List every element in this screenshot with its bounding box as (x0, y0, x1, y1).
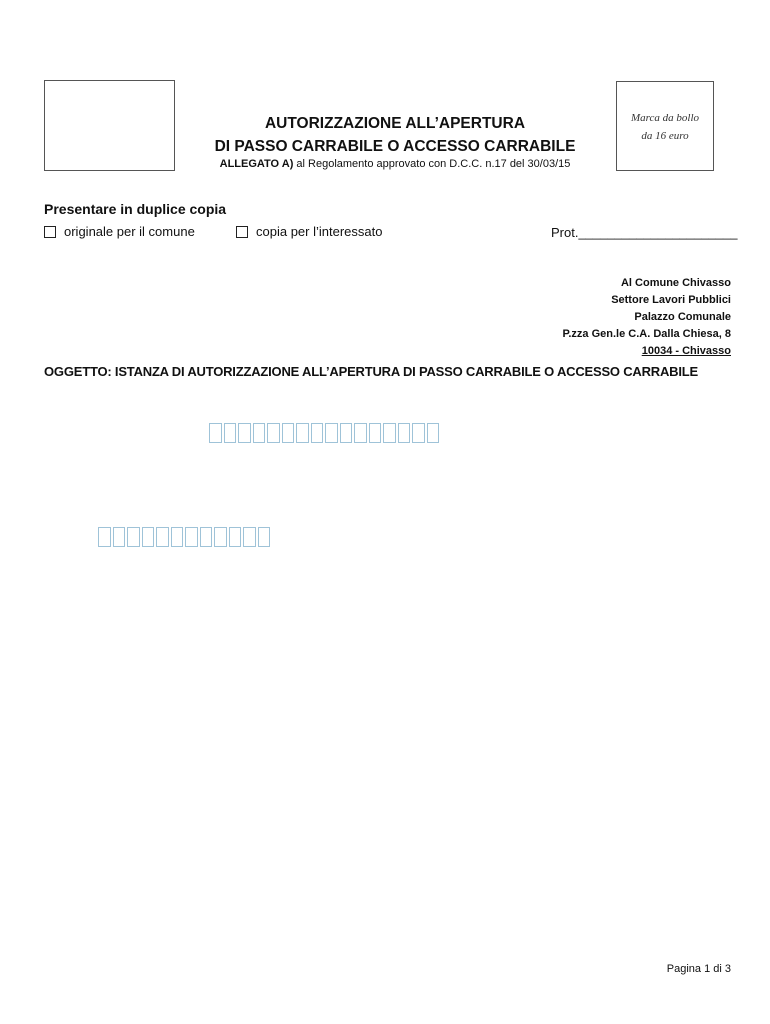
input-cell[interactable] (238, 423, 251, 443)
input-cell[interactable] (113, 527, 126, 547)
input-cell[interactable] (383, 423, 396, 443)
input-cell[interactable] (253, 423, 266, 443)
input-cell[interactable] (427, 423, 440, 443)
input-cell[interactable] (200, 527, 213, 547)
input-cell[interactable] (156, 527, 169, 547)
input-cell[interactable] (267, 423, 280, 443)
page-number: Pagina 1 di 3 (666, 963, 731, 975)
input-cell[interactable] (224, 423, 237, 443)
document-title-line1: AUTORIZZAZIONE ALL’APERTURA (264, 115, 526, 132)
input-cell[interactable] (209, 423, 222, 443)
input-cell[interactable] (98, 527, 111, 547)
input-cell[interactable] (127, 527, 140, 547)
recipient-line4: P.zza Gen.le C.A. Dalla Chiesa, 8 (562, 328, 731, 340)
stamp-label-line1: Marca da bollo (630, 112, 700, 124)
checkbox-original[interactable] (44, 226, 56, 238)
input-cell[interactable] (354, 423, 367, 443)
recipient-line5: 10034 - Chivasso (641, 345, 731, 357)
input-cell[interactable] (185, 527, 198, 547)
allegato-text: al Regolamento approvato con D.C.C. n.17 del 30/03/15 (293, 158, 571, 170)
allegato-label: ALLEGATO A) (219, 158, 294, 170)
recipient-line1: Al Comune Chivasso (620, 277, 731, 289)
revenue-stamp-box (616, 81, 714, 171)
option-copy[interactable] (236, 224, 382, 239)
option-original[interactable] (44, 224, 195, 239)
input-cell[interactable] (296, 423, 309, 443)
protocol-field[interactable]: Prot.______________________ (551, 225, 738, 240)
input-cell[interactable] (229, 527, 242, 547)
vat-number-input-cells[interactable] (98, 527, 272, 547)
copies-heading: Presentare in duplice copia (44, 201, 227, 217)
input-cell[interactable] (340, 423, 353, 443)
checkbox-copy[interactable] (236, 226, 248, 238)
input-cell[interactable] (369, 423, 382, 443)
input-cell[interactable] (171, 527, 184, 547)
input-cell[interactable] (311, 423, 324, 443)
input-cell[interactable] (398, 423, 411, 443)
recipient-line2: Settore Lavori Pubblici (611, 294, 731, 306)
document-title-line2: DI PASSO CARRABILE O ACCESSO CARRABILE (214, 138, 576, 155)
stamp-label-line2: da 16 euro (641, 130, 689, 142)
recipient-address (562, 275, 731, 360)
option-copy-label: copia per l’interessato (256, 224, 383, 239)
input-cell[interactable] (325, 423, 338, 443)
input-cell[interactable] (243, 527, 256, 547)
input-cell[interactable] (142, 527, 155, 547)
fiscal-code-input-cells[interactable] (209, 423, 441, 443)
logo-placeholder-box (44, 80, 175, 171)
subject-line: OGGETTO: ISTANZA DI AUTORIZZAZIONE ALL’APERTURA DI PASSO CARRABILE O ACCESSO CARRABILE (44, 364, 698, 379)
input-cell[interactable] (258, 527, 271, 547)
option-original-label: originale per il comune (64, 224, 195, 239)
allegato-note (180, 158, 610, 170)
input-cell[interactable] (214, 527, 227, 547)
recipient-line3: Palazzo Comunale (634, 311, 731, 323)
input-cell[interactable] (412, 423, 425, 443)
input-cell[interactable] (282, 423, 295, 443)
